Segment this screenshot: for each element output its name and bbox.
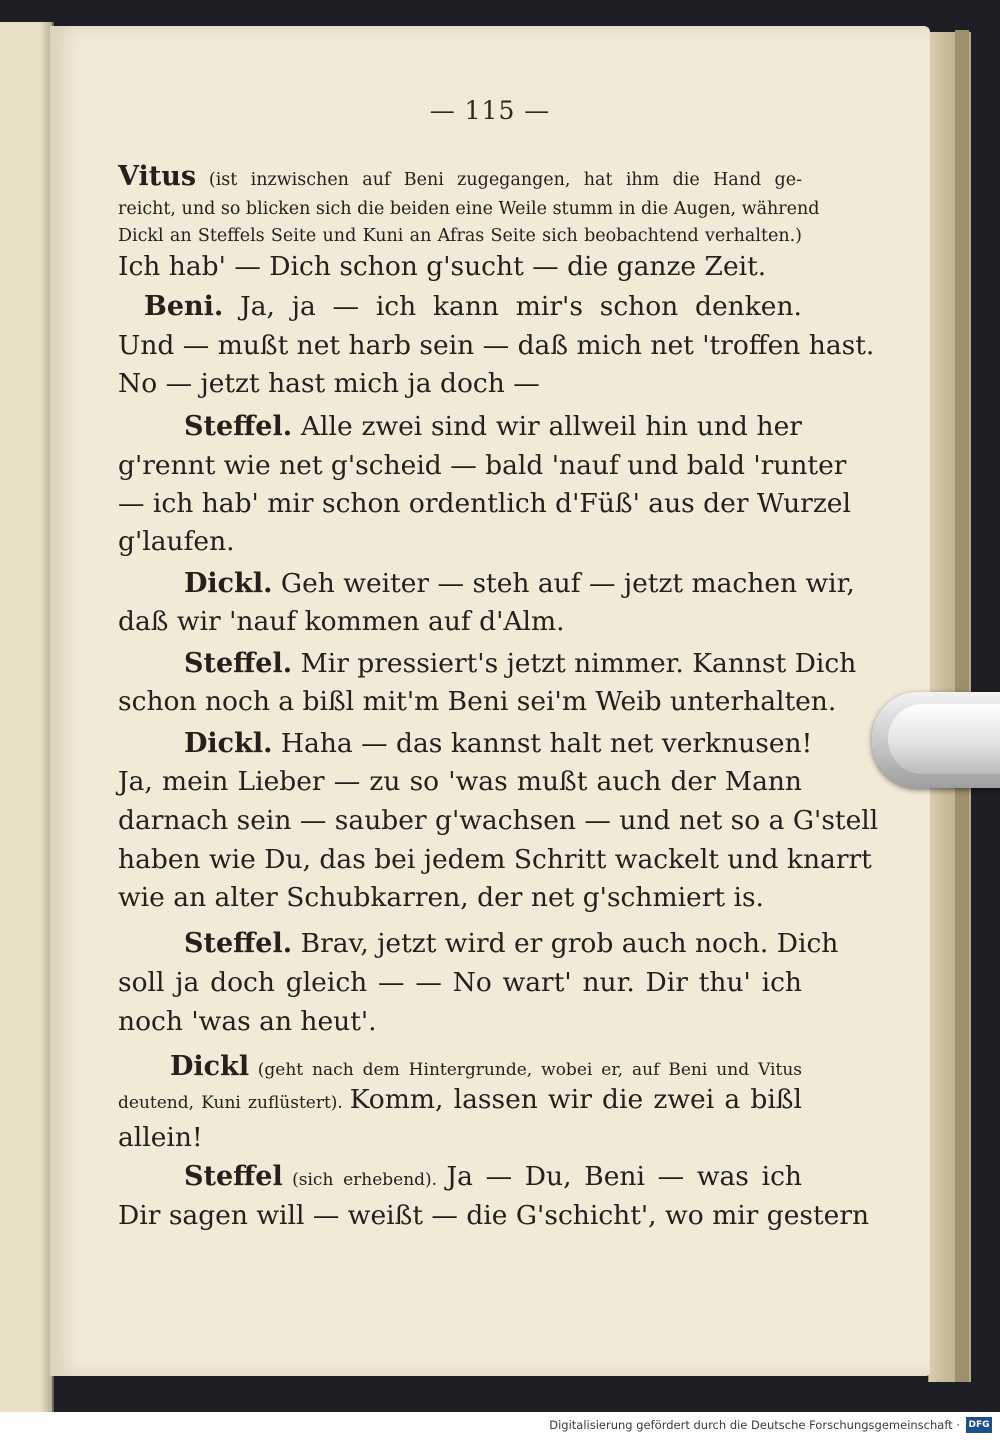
text-line: g'rennt wie net g'scheid — bald 'nauf und bald 'runter	[118, 450, 847, 481]
text-line: reicht, und so blicken sich die beiden eine Weile stumm in die Augen, während	[118, 199, 820, 219]
dialogue-text: Komm, lassen wir die zwei a bißl	[349, 1084, 802, 1115]
text-line: No — jetzt hast mich ja doch —	[118, 368, 540, 399]
text-line	[118, 728, 813, 759]
text-line	[118, 568, 855, 599]
dialogue-text: Geh weiter — steh auf — jetzt machen wir,	[280, 568, 855, 599]
text-line: Dickl an Steffels Seite und Kuni an Afras Seite sich beobachtend verhalten.)	[118, 226, 802, 246]
speaker-name: Steffel	[184, 1161, 283, 1192]
dialogue-text: Ja — Du, Beni — was ich	[446, 1161, 802, 1192]
text-line: haben wie Du, das bei jedem Schritt wackelt und knarrt	[118, 844, 872, 875]
dialogue-text: Ja, ja — ich kann mir's schon denken.	[240, 291, 802, 322]
text-line: g'laufen.	[118, 526, 235, 557]
dfg-logo: DFG	[966, 1417, 992, 1433]
page-number: — 115 —	[429, 96, 551, 125]
stage-direction: (geht nach dem Hintergrunde, wobei er, auf Beni und Vitus	[257, 1060, 802, 1080]
text-line: darnach sein — sauber g'wachsen — und net so a G'stell	[118, 805, 879, 836]
speaker-name: Beni.	[144, 291, 224, 322]
dialogue-text: Alle zwei sind wir allweil hin und her	[300, 411, 802, 442]
footer-bar	[0, 1412, 1000, 1440]
text-line: noch 'was an heut'.	[118, 1006, 377, 1037]
text-line	[118, 1161, 802, 1192]
speaker-name: Dickl.	[184, 728, 273, 759]
funding-credit: Digitalisierung gefördert durch die Deutsche Forschungsgemeinschaft ·	[549, 1418, 960, 1432]
stage-direction: deutend, Kuni zuflüstert).	[118, 1093, 343, 1113]
speaker-name: Steffel.	[184, 648, 293, 679]
speaker-name: Steffel.	[184, 411, 293, 442]
speaker-name: Dickl.	[184, 568, 273, 599]
speaker-name: Steffel.	[184, 928, 293, 959]
text-line	[118, 291, 802, 322]
page-clip	[872, 692, 1000, 788]
text-line: schon noch a bißl mit'm Beni sei'm Weib unterhalten.	[118, 686, 837, 717]
text-line: daß wir 'nauf kommen auf d'Alm.	[118, 606, 565, 637]
text-line: Ich hab' — Dich schon g'sucht — die ganze Zeit.	[118, 251, 767, 282]
text-line	[118, 928, 839, 959]
dialogue-text: Mir pressiert's jetzt nimmer. Kannst Dich	[300, 648, 857, 679]
text-line: Ja, mein Lieber — zu so 'was mußt auch der Mann	[118, 766, 802, 797]
page-clip-highlight	[888, 704, 1000, 774]
book-page	[50, 26, 930, 1376]
stage-direction: (ist inzwischen auf Beni zugegangen, hat ihm die Hand ge-	[208, 170, 802, 190]
text-line	[118, 161, 802, 192]
text-line: Dir sagen will — weißt — die G'schicht', wo mir gestern	[118, 1200, 870, 1231]
text-line	[118, 1051, 802, 1082]
text-line	[118, 1084, 802, 1115]
text-line: soll ja doch gleich — — No wart' nur. Dir thu' ich	[118, 967, 802, 998]
text-line: allein!	[118, 1122, 203, 1153]
text-line	[118, 648, 857, 679]
speaker-name: Vitus	[118, 161, 197, 192]
text-line: Und — mußt net harb sein — daß mich net 'troffen hast.	[118, 330, 875, 361]
text-line	[118, 411, 802, 442]
text-line: wie an alter Schubkarren, der net g'schmiert is.	[118, 882, 764, 913]
speaker-name: Dickl	[170, 1051, 250, 1082]
dialogue-text: Haha — das kannst halt net verknusen!	[280, 728, 813, 759]
dialogue-text: Brav, jetzt wird er grob auch noch. Dich	[300, 928, 839, 959]
stage-direction: (sich erhebend).	[292, 1170, 438, 1190]
text-line: — ich hab' mir schon ordentlich d'Füß' aus der Wurzel	[118, 488, 851, 519]
